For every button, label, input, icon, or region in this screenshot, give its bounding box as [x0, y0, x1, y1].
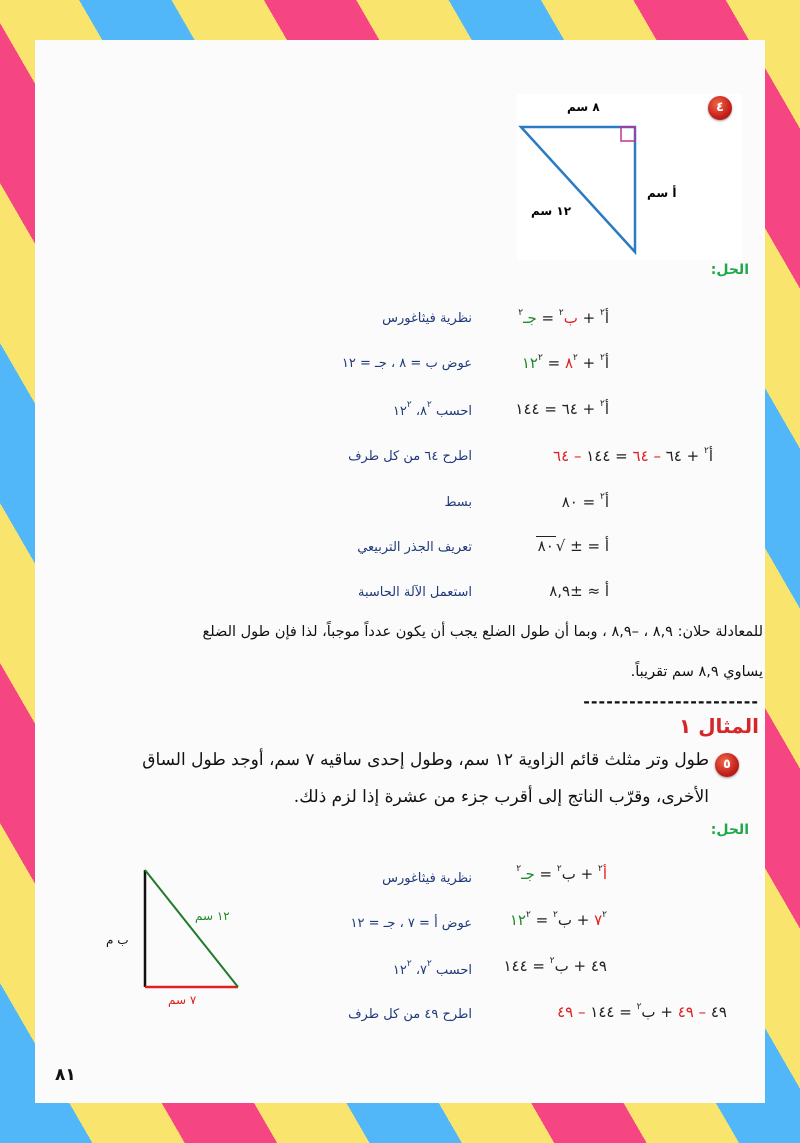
square-root-icon: √ [555, 537, 566, 555]
reason-step-5: بسط [444, 495, 472, 510]
conclusion-line-1: للمعادلة حلان: ٨,٩ ، –٨,٩ ، وبما أن طول الضلع يجب أن يكون عدداً موجباً، لذا فإن طول الضلع [202, 624, 763, 640]
equation-step-5: أ$^٢$ = ٨٠ [561, 492, 609, 511]
example-reason-step-4: اطرح ٤٩ من كل طرف [348, 1007, 472, 1022]
side-label-hypotenuse: ١٢ سم [531, 204, 572, 218]
side-label-top: ٨ سم [567, 100, 600, 114]
equation-step-1: أ$^٢$ + ب$^٢$ = جـ$^٢$ [518, 308, 609, 327]
problem-number-badge: ٥ [715, 753, 739, 777]
unknown-leg-label: ب م [106, 933, 129, 947]
triangle-outline [521, 127, 635, 252]
example-equation-step-1: أ$^٢$ + ب$^٢$ = جـ$^٢$ [516, 864, 607, 883]
reason-step-1: نظرية فيثاغورس [382, 311, 472, 326]
side-label-right: أ سم [647, 186, 677, 200]
equation-step-7: أ ≈ ±٨,٩ [549, 582, 609, 600]
equation-step-2: أ$^٢$ + $٨^٢$ = $١٢^٢$ [521, 353, 609, 372]
equation-step-3: أ$^٢$ + ٦٤ = ١٤٤ [515, 399, 609, 418]
example-reason-step-3: احسب $٧^٢،$ $١٢^٢$ [392, 959, 472, 978]
example-equation-step-2: $٧^٢$ + ب$^٢$ = $١٢^٢$ [509, 910, 607, 929]
example-equation-step-3: ٤٩ + ب$^٢$ = ١٤٤ [503, 956, 607, 975]
reason-step-7: استعمل الآلة الحاسبة [358, 585, 472, 600]
solution-label: الحل: [710, 262, 749, 278]
example-reason-step-1: نظرية فيثاغورس [382, 871, 472, 886]
textbook-page [35, 40, 765, 1103]
conclusion-line-2: يساوي ٨,٩ سم تقريباً. [630, 664, 763, 680]
hypotenuse-label: ١٢ سم [195, 909, 230, 923]
example-reason-step-2: عوض أ = ٧ ، جـ = ١٢ [350, 916, 472, 931]
equation-step-4: أ$^٢$ + ٦٤ – ٦٤ = ١٤٤ – ٦٤ [553, 446, 713, 465]
example-equation-step-4: ٤٩ – ٤٩ + ب$^٢$ = ١٤٤ – ٤٩ [557, 1002, 727, 1021]
section-separator: ----------------------- [583, 692, 759, 711]
equation-step-6: أ = ± √٨٠ [537, 537, 609, 555]
solution-label-example: الحل: [710, 822, 749, 838]
page-number: ٨١ [55, 1065, 76, 1085]
exercise-4-figure [517, 94, 742, 260]
example-title: المثال ١ [679, 714, 759, 738]
base-label: ٧ سم [168, 993, 197, 1007]
reason-step-6: تعريف الجذر التربيعي [357, 540, 472, 555]
example-figure [90, 855, 270, 1030]
exercise-number-badge: ٤ [708, 96, 732, 120]
right-triangle-diagram [517, 94, 742, 260]
problem-line-1: طول وتر مثلث قائم الزاوية ١٢ سم، وطول إحدى ساقيه ٧ سم، أوجد طول الساق [142, 750, 709, 770]
hypotenuse-line [145, 870, 238, 987]
reason-step-2: عوض ب = ٨ ، جـ = ١٢ [341, 356, 472, 371]
problem-line-2: الأخرى، وقرّب الناتج إلى أقرب جزء من عشرة إذا لزم ذلك. [293, 787, 709, 807]
right-angle-marker [621, 127, 635, 141]
reason-step-4: اطرح ٦٤ من كل طرف [348, 449, 472, 464]
reason-step-3: احسب $٨^٢،$ $١٢^٢$ [392, 400, 472, 419]
